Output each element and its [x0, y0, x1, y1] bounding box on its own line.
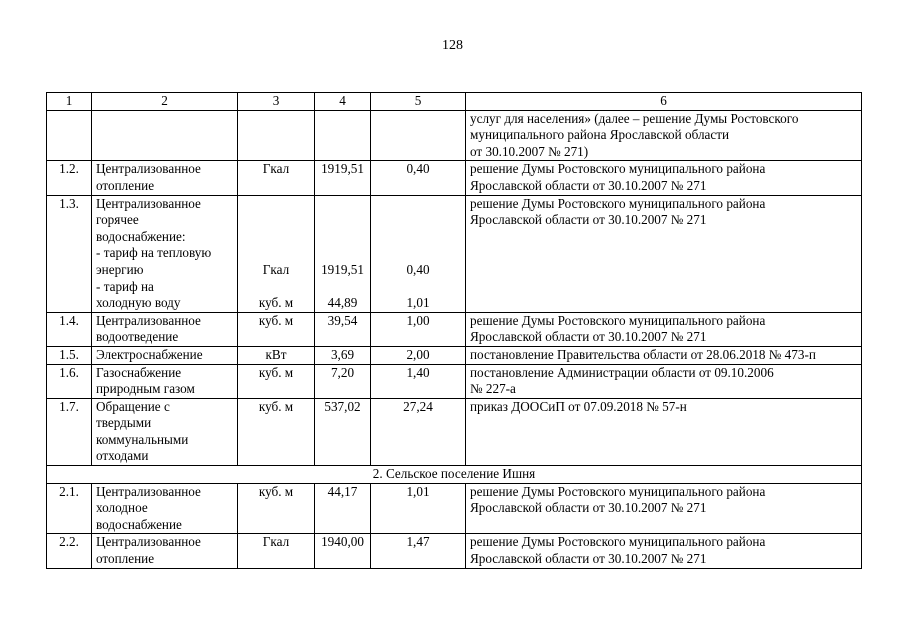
rate-value: 0,40 1,01 — [371, 195, 466, 312]
rate-value — [371, 110, 466, 161]
row-number: 1.3. — [47, 195, 92, 312]
rate-value: 27,24 — [371, 398, 466, 465]
section-row — [47, 466, 862, 484]
norm-value — [315, 110, 371, 161]
row-number: 1.7. — [47, 398, 92, 465]
unit-cell: Гкал — [238, 161, 315, 195]
legal-basis: постановление Правительства области от 28.06.2018 № 473-п — [466, 346, 862, 364]
header-cell: 1 — [47, 93, 92, 111]
service-name: Централизованное водоотведение — [92, 312, 238, 346]
table-row — [47, 110, 862, 161]
header-cell: 6 — [466, 93, 862, 111]
row-number: 1.2. — [47, 161, 92, 195]
section-title: 2. Сельское поселение Ишня — [47, 466, 862, 484]
norm-value: 537,02 — [315, 398, 371, 465]
service-name: Обращение с твердыми коммунальными отходами — [92, 398, 238, 465]
service-name: Централизованное отопление — [92, 161, 238, 195]
legal-basis: услуг для населения» (далее – решение Думы Ростовского муниципального района Ярославской области от 30.10.2007 № 271) — [466, 110, 862, 161]
table-row — [47, 483, 862, 534]
unit-cell: куб. м — [238, 364, 315, 398]
rate-value: 1,01 — [371, 483, 466, 534]
legal-basis: решение Думы Ростовского муниципального района Ярославской области от 30.10.2007 № 271 — [466, 483, 862, 534]
row-number — [47, 110, 92, 161]
service-name: Газоснабжение природным газом — [92, 364, 238, 398]
unit-cell: куб. м — [238, 312, 315, 346]
service-name — [92, 110, 238, 161]
rate-value: 0,40 — [371, 161, 466, 195]
rate-value: 1,40 — [371, 364, 466, 398]
service-name: Централизованное отопление — [92, 534, 238, 568]
header-row — [47, 93, 862, 111]
table-row — [47, 346, 862, 364]
rate-value: 2,00 — [371, 346, 466, 364]
norm-value: 3,69 — [315, 346, 371, 364]
row-number: 1.5. — [47, 346, 92, 364]
legal-basis: постановление Администрации области от 09.10.2006 № 227-а — [466, 364, 862, 398]
norm-value: 44,17 — [315, 483, 371, 534]
legal-basis: решение Думы Ростовского муниципального района Ярославской области от 30.10.2007 № 271 — [466, 195, 862, 312]
service-name: Централизованное холодное водоснабжение — [92, 483, 238, 534]
service-name: Электроснабжение — [92, 346, 238, 364]
norm-value: 7,20 — [315, 364, 371, 398]
table-row — [47, 534, 862, 568]
unit-cell: кВт — [238, 346, 315, 364]
norm-value: 1919,51 — [315, 161, 371, 195]
legal-basis: решение Думы Ростовского муниципального района Ярославской области от 30.10.2007 № 271 — [466, 161, 862, 195]
legal-basis: решение Думы Ростовского муниципального района Ярославской области от 30.10.2007 № 271 — [466, 312, 862, 346]
unit-cell: Гкал куб. м — [238, 195, 315, 312]
row-number: 2.2. — [47, 534, 92, 568]
row-number: 1.6. — [47, 364, 92, 398]
service-name: Централизованное горячее водоснабжение: - тариф на тепловую энергию - тариф на холодную воду — [92, 195, 238, 312]
rate-value: 1,00 — [371, 312, 466, 346]
header-cell: 2 — [92, 93, 238, 111]
unit-cell: куб. м — [238, 398, 315, 465]
row-number: 2.1. — [47, 483, 92, 534]
unit-cell: Гкал — [238, 534, 315, 568]
unit-cell: куб. м — [238, 483, 315, 534]
rate-value: 1,47 — [371, 534, 466, 568]
table-row — [47, 161, 862, 195]
legal-basis: решение Думы Ростовского муниципального района Ярославской области от 30.10.2007 № 271 — [466, 534, 862, 568]
legal-basis: приказ ДООСиП от 07.09.2018 № 57-н — [466, 398, 862, 465]
table-row — [47, 195, 862, 312]
unit-cell — [238, 110, 315, 161]
norm-value: 1940,00 — [315, 534, 371, 568]
table-row — [47, 312, 862, 346]
norm-value: 39,54 — [315, 312, 371, 346]
header-cell: 5 — [371, 93, 466, 111]
header-cell: 4 — [315, 93, 371, 111]
tariff-table — [46, 92, 862, 569]
page-number: 128 — [442, 38, 463, 53]
table-row — [47, 364, 862, 398]
norm-value: 1919,51 44,89 — [315, 195, 371, 312]
table-row — [47, 398, 862, 465]
row-number: 1.4. — [47, 312, 92, 346]
header-cell: 3 — [238, 93, 315, 111]
